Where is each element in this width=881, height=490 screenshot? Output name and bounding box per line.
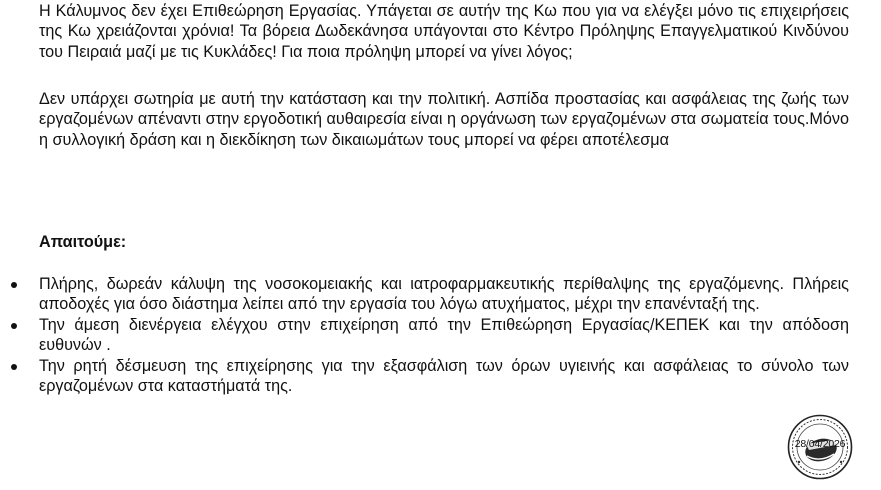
demand-text: Την ρητή δέσμευση της επιχείρησης για την εξασφάλιση των όρων υγιεινής και ασφάλειας το σύνολο των εργαζομένων στα καταστήματά της. xyxy=(39,356,849,396)
demand-text: Πλήρης, δωρεάν κάλυψη της νοσοκομειακής και ιατροφαρμακευτικής περίθαλψης της εργαζόμενης. Πλήρεις αποδοχές για όσο διάστημα λείπει από την εργασία του λόγω ατυχήματος, μέχρι την επανένταξή της. xyxy=(39,275,849,314)
paragraph-collective-action: Δεν υπάρχει σωτηρία με αυτή την κατάσταση και την πολιτική. Ασπίδα προστασίας και ασφάλειας της ζωής των εργαζομένων απέναντι στην εργοδοτική αυθαιρεσία είναι η οργάνωση των εργαζομένων στα σωματεία τους.Μόνο η συλλογική δράση και η διεκδίκηση των δικαιωμάτων τους μπορεί να φέρει αποτέλεσμα xyxy=(39,90,849,149)
demand-item xyxy=(0,315,849,356)
bullet-icon xyxy=(11,282,17,288)
paragraph-labour-inspection: Η Κάλυμνος δεν έχει Επιθεώρηση Εργασίας. Υπάγεται σε αυτήν της Κω που για να ελέγξει μόνο τις επιχειρήσεις της Κω χρειάζονται χρόνια! Τα βόρεια Δωδεκάνησα υπάγονται στο Κέντρο Πρόληψης Επαγγελματικού Κινδύνου του Πειραιά μαζί με τις Κυκλάδες! Για ποια πρόληψη μπορεί να γίνει λόγος; xyxy=(39,2,849,61)
bullet-icon xyxy=(11,323,17,329)
demands-list xyxy=(0,274,881,396)
stamp-date: 28/04/2026 xyxy=(794,438,846,450)
demands-heading: Απαιτούμε: xyxy=(39,233,127,251)
demand-item xyxy=(0,274,849,315)
demand-item xyxy=(0,356,849,397)
bullet-icon xyxy=(11,364,17,370)
demand-text: Την άμεση διενέργεια ελέγχου στην επιχείρηση από την Επιθεώρηση Εργασίας/ΚΕΠΕΚ και την απόδοση ευθυνών . xyxy=(39,315,849,355)
